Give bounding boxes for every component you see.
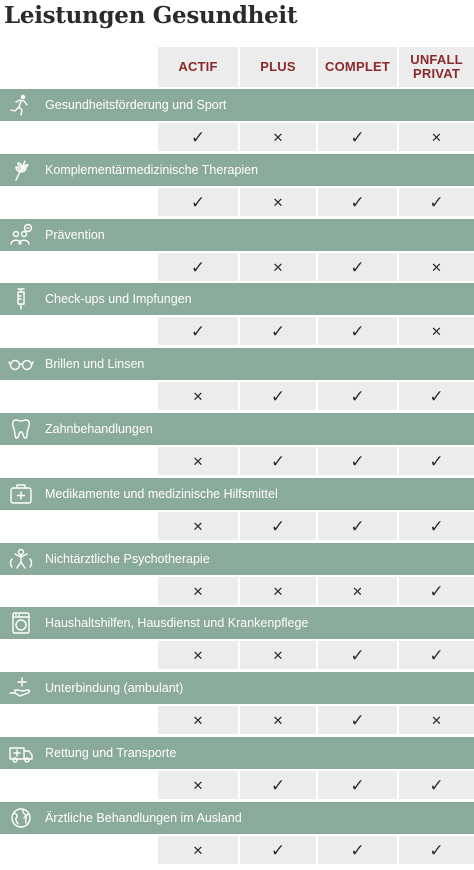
category-label: Gesundheitsförderung und Sport — [45, 98, 227, 112]
category-row — [0, 802, 474, 834]
category-label: Ärztliche Behandlungen im Ausland — [45, 811, 242, 825]
check-mark: ✓ — [158, 188, 238, 216]
category-label: Check-ups und Impfungen — [45, 292, 192, 306]
coverage-row — [0, 382, 474, 410]
coverage-row — [0, 577, 474, 605]
check-mark: ✓ — [318, 836, 397, 864]
check-mark: ✓ — [318, 771, 397, 799]
cross-mark: ✕ — [318, 577, 397, 605]
check-mark: ✓ — [318, 706, 397, 734]
coverage-row — [0, 188, 474, 216]
check-mark: ✓ — [318, 317, 397, 345]
people-heart-icon — [8, 223, 34, 247]
psychotherapy-icon — [8, 547, 34, 571]
globe-icon — [8, 806, 34, 830]
check-mark: ✓ — [318, 641, 397, 669]
check-mark: ✓ — [240, 836, 316, 864]
plan-header-plus: PLUS — [240, 47, 316, 87]
category-row — [0, 219, 474, 251]
medical-kit-icon — [8, 482, 34, 506]
check-mark: ✓ — [158, 253, 238, 281]
category-row — [0, 154, 474, 186]
check-mark: ✓ — [399, 512, 474, 540]
page-title: Leistungen Gesundheit — [4, 2, 298, 29]
wheat-icon — [8, 158, 34, 182]
cross-mark: ✕ — [240, 577, 316, 605]
check-mark: ✓ — [240, 771, 316, 799]
category-label: Brillen und Linsen — [45, 357, 145, 371]
cross-mark: ✕ — [240, 253, 316, 281]
category-row — [0, 413, 474, 445]
glasses-icon — [8, 352, 34, 376]
category-label: Prävention — [45, 228, 105, 242]
coverage-row — [0, 706, 474, 734]
category-row — [0, 607, 474, 639]
check-mark: ✓ — [399, 447, 474, 475]
coverage-row — [0, 836, 474, 864]
category-label: Nichtärztliche Psychotherapie — [45, 552, 210, 566]
check-mark: ✓ — [399, 577, 474, 605]
cross-mark: ✕ — [158, 706, 238, 734]
category-row — [0, 283, 474, 315]
category-label: Haushaltshilfen, Hausdienst und Krankenpflege — [45, 616, 309, 630]
runner-icon — [8, 93, 34, 117]
check-mark: ✓ — [240, 512, 316, 540]
check-mark: ✓ — [399, 641, 474, 669]
category-label: Rettung und Transporte — [45, 746, 177, 760]
check-mark: ✓ — [240, 447, 316, 475]
coverage-row — [0, 317, 474, 345]
hand-cross-icon — [8, 676, 34, 700]
syringe-icon — [8, 287, 34, 311]
category-row — [0, 89, 474, 121]
category-row — [0, 348, 474, 380]
cross-mark: ✕ — [158, 577, 238, 605]
check-mark: ✓ — [318, 512, 397, 540]
check-mark: ✓ — [318, 188, 397, 216]
coverage-row — [0, 771, 474, 799]
cross-mark: ✕ — [399, 317, 474, 345]
check-mark: ✓ — [240, 382, 316, 410]
check-mark: ✓ — [399, 836, 474, 864]
cross-mark: ✕ — [158, 641, 238, 669]
cross-mark: ✕ — [158, 512, 238, 540]
category-row — [0, 672, 474, 704]
check-mark: ✓ — [318, 123, 397, 151]
category-row — [0, 478, 474, 510]
coverage-row — [0, 641, 474, 669]
check-mark: ✓ — [399, 188, 474, 216]
cross-mark: ✕ — [240, 641, 316, 669]
coverage-row — [0, 447, 474, 475]
cross-mark: ✕ — [399, 123, 474, 151]
check-mark: ✓ — [318, 253, 397, 281]
check-mark: ✓ — [318, 447, 397, 475]
coverage-row — [0, 512, 474, 540]
category-row — [0, 543, 474, 575]
category-label: Medikamente und medizinische Hilfsmittel — [45, 487, 278, 501]
cross-mark: ✕ — [158, 447, 238, 475]
ambulance-icon — [8, 741, 34, 765]
check-mark: ✓ — [158, 123, 238, 151]
check-mark: ✓ — [240, 317, 316, 345]
category-label: Zahnbehandlungen — [45, 422, 153, 436]
washing-machine-icon — [8, 611, 34, 635]
check-mark: ✓ — [399, 771, 474, 799]
check-mark: ✓ — [318, 382, 397, 410]
category-row — [0, 737, 474, 769]
category-label: Komplementärmedizinische Therapien — [45, 163, 259, 177]
plan-header-actif: ACTIF — [158, 47, 238, 87]
tooth-icon — [8, 417, 34, 441]
coverage-row — [0, 253, 474, 281]
coverage-row — [0, 123, 474, 151]
plan-header-complet: COMPLET — [318, 47, 397, 87]
cross-mark: ✕ — [240, 706, 316, 734]
category-label: Unterbindung (ambulant) — [45, 681, 184, 695]
cross-mark: ✕ — [158, 382, 238, 410]
cross-mark: ✕ — [399, 706, 474, 734]
cross-mark: ✕ — [399, 253, 474, 281]
cross-mark: ✕ — [240, 188, 316, 216]
cross-mark: ✕ — [158, 771, 238, 799]
plan-header-row — [0, 47, 474, 87]
cross-mark: ✕ — [158, 836, 238, 864]
cross-mark: ✕ — [240, 123, 316, 151]
plan-header-unfall-privat: UNFALL PRIVAT — [399, 47, 474, 87]
check-mark: ✓ — [158, 317, 238, 345]
check-mark: ✓ — [399, 382, 474, 410]
